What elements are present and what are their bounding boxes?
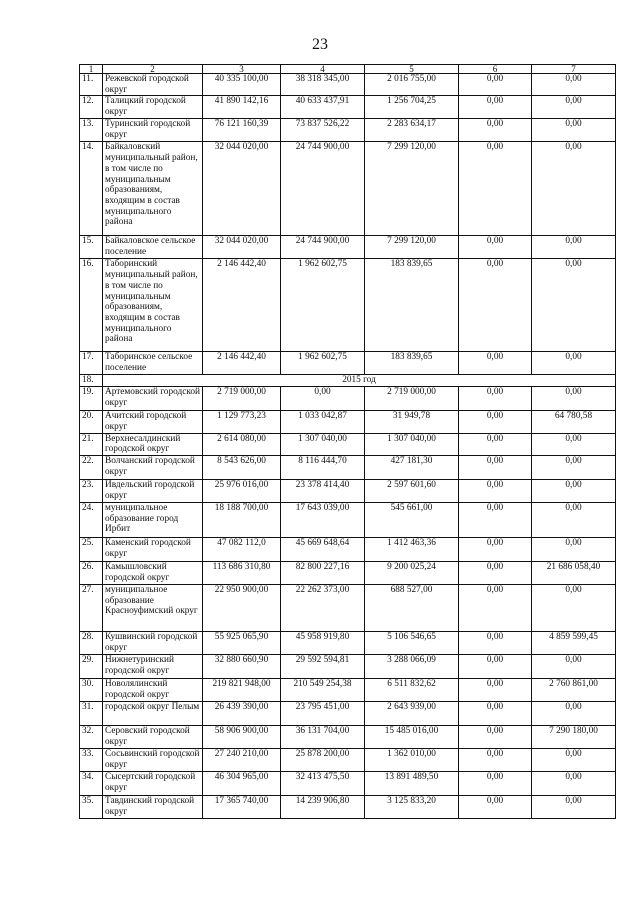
value-col-4: 210 549 254,38	[281, 678, 365, 701]
value-col-5: 2 016 755,00	[365, 74, 459, 96]
municipality-name: Байкаловское сельское поселение	[103, 236, 203, 259]
table-row	[80, 654, 616, 678]
value-col-4: 1 962 602,75	[281, 259, 365, 352]
municipality-name: муниципальное образование Красноуфимский округ	[103, 584, 203, 631]
value-col-7: 0,00	[532, 259, 616, 352]
value-col-5: 13 891 489,50	[365, 771, 459, 795]
column-header: 1	[80, 65, 103, 74]
table-row	[80, 455, 616, 479]
table-row	[80, 678, 616, 701]
value-col-5: 427 181,30	[365, 455, 459, 479]
row-number: 28.	[80, 631, 103, 654]
value-col-4: 40 633 437,91	[281, 96, 365, 119]
table-row	[80, 748, 616, 771]
municipality-name: Новолялинский городской округ	[103, 678, 203, 701]
table-row	[80, 433, 616, 455]
value-col-4: 1 307 040,00	[281, 433, 365, 455]
value-col-3: 32 044 020,00	[203, 142, 281, 236]
column-header: 4	[281, 65, 365, 74]
value-col-3: 2 146 442,40	[203, 352, 281, 375]
value-col-6: 0,00	[459, 411, 532, 433]
municipality-name: Режевской городской округ	[103, 74, 203, 96]
value-col-3: 17 365 740,00	[203, 795, 281, 818]
value-col-4: 14 239 906,80	[281, 795, 365, 818]
year-section-label: 2015 год	[103, 375, 616, 387]
row-number: 15.	[80, 236, 103, 259]
row-number: 22.	[80, 455, 103, 479]
value-col-6: 0,00	[459, 142, 532, 236]
value-col-6: 0,00	[459, 748, 532, 771]
municipality-name: Верхнесалдинский городской округ	[103, 433, 203, 455]
table-row	[80, 795, 616, 818]
value-col-6: 0,00	[459, 74, 532, 96]
value-col-3: 32 044 020,00	[203, 236, 281, 259]
municipality-name: Ачитский городской округ	[103, 411, 203, 433]
value-col-5: 2 719 000,00	[365, 387, 459, 411]
value-col-7: 0,00	[532, 479, 616, 502]
column-number-header-row	[80, 65, 616, 74]
year-section-row	[80, 375, 616, 387]
value-col-7: 0,00	[532, 771, 616, 795]
value-col-6: 0,00	[459, 631, 532, 654]
value-col-7: 0,00	[532, 701, 616, 725]
row-number: 13.	[80, 119, 103, 142]
row-number: 35.	[80, 795, 103, 818]
row-number: 34.	[80, 771, 103, 795]
value-col-3: 26 439 390,00	[203, 701, 281, 725]
table-row	[80, 502, 616, 537]
table-row	[80, 259, 616, 352]
value-col-5: 5 106 546,65	[365, 631, 459, 654]
value-col-6: 0,00	[459, 654, 532, 678]
value-col-5: 3 125 833,20	[365, 795, 459, 818]
value-col-3: 76 121 160,39	[203, 119, 281, 142]
value-col-3: 2 614 080,00	[203, 433, 281, 455]
row-number: 27.	[80, 584, 103, 631]
value-col-3: 58 906 900,00	[203, 725, 281, 748]
municipality-name: Серовский городской округ	[103, 725, 203, 748]
row-number: 11.	[80, 74, 103, 96]
column-header: 5	[365, 65, 459, 74]
value-col-4: 32 413 475,50	[281, 771, 365, 795]
column-header: 3	[203, 65, 281, 74]
row-number: 25.	[80, 537, 103, 561]
table-row	[80, 584, 616, 631]
value-col-3: 25 976 016,00	[203, 479, 281, 502]
municipality-name: Талицкий городской округ	[103, 96, 203, 119]
row-number: 32.	[80, 725, 103, 748]
value-col-5: 7 299 120,00	[365, 142, 459, 236]
value-col-7: 0,00	[532, 433, 616, 455]
value-col-7: 0,00	[532, 795, 616, 818]
row-number: 30.	[80, 678, 103, 701]
municipality-name: Волчанский городской округ	[103, 455, 203, 479]
table-row	[80, 96, 616, 119]
value-col-5: 6 511 832,62	[365, 678, 459, 701]
value-col-6: 0,00	[459, 537, 532, 561]
row-number: 17.	[80, 352, 103, 375]
value-col-7: 0,00	[532, 748, 616, 771]
table-row	[80, 119, 616, 142]
value-col-4: 45 958 919,80	[281, 631, 365, 654]
value-col-5: 1 362 010,00	[365, 748, 459, 771]
value-col-4: 24 744 900,00	[281, 142, 365, 236]
row-number: 20.	[80, 411, 103, 433]
value-col-3: 32 880 660,90	[203, 654, 281, 678]
value-col-5: 3 288 066,09	[365, 654, 459, 678]
value-col-3: 219 821 948,00	[203, 678, 281, 701]
municipality-name: Тавдинский городской округ	[103, 795, 203, 818]
value-col-4: 17 643 039,00	[281, 502, 365, 537]
table-row	[80, 236, 616, 259]
table-row	[80, 479, 616, 502]
municipality-name: Каменский городской округ	[103, 537, 203, 561]
value-col-5: 1 412 463,36	[365, 537, 459, 561]
value-col-4: 45 669 648,64	[281, 537, 365, 561]
value-col-7: 0,00	[532, 654, 616, 678]
value-col-7: 0,00	[532, 502, 616, 537]
municipality-name: Таборинский муниципальный район, в том числе по муниципальным образованиям, входящим в состав муниципального района	[103, 259, 203, 352]
value-col-5: 9 200 025,24	[365, 561, 459, 584]
municipality-name: Ивдельский городской округ	[103, 479, 203, 502]
table-row	[80, 387, 616, 411]
value-col-7: 21 686 058,40	[532, 561, 616, 584]
value-col-4: 23 378 414,40	[281, 479, 365, 502]
municipality-name: Нижнетуринский городской округ	[103, 654, 203, 678]
value-col-6: 0,00	[459, 795, 532, 818]
row-number: 16.	[80, 259, 103, 352]
value-col-4: 1 033 042,87	[281, 411, 365, 433]
value-col-4: 23 795 451,00	[281, 701, 365, 725]
value-col-4: 38 318 345,00	[281, 74, 365, 96]
value-col-6: 0,00	[459, 725, 532, 748]
row-number: 12.	[80, 96, 103, 119]
value-col-7: 0,00	[532, 236, 616, 259]
table-row	[80, 411, 616, 433]
value-col-4: 0,00	[281, 387, 365, 411]
value-col-7: 0,00	[532, 142, 616, 236]
value-col-4: 25 878 200,00	[281, 748, 365, 771]
value-col-7: 0,00	[532, 387, 616, 411]
value-col-6: 0,00	[459, 119, 532, 142]
table-row	[80, 631, 616, 654]
value-col-3: 41 890 142,16	[203, 96, 281, 119]
value-col-5: 1 307 040,00	[365, 433, 459, 455]
value-col-3: 1 129 773,23	[203, 411, 281, 433]
value-col-5: 1 256 704,25	[365, 96, 459, 119]
municipality-name: Сысертский городской округ	[103, 771, 203, 795]
value-col-6: 0,00	[459, 387, 532, 411]
value-col-6: 0,00	[459, 455, 532, 479]
table-row	[80, 561, 616, 584]
value-col-6: 0,00	[459, 352, 532, 375]
value-col-3: 46 304 965,00	[203, 771, 281, 795]
value-col-3: 47 082 112,0	[203, 537, 281, 561]
value-col-5: 2 643 939,00	[365, 701, 459, 725]
row-number: 31.	[80, 701, 103, 725]
value-col-6: 0,00	[459, 701, 532, 725]
row-number: 14.	[80, 142, 103, 236]
value-col-7: 4 859 599,45	[532, 631, 616, 654]
row-number: 18.	[80, 375, 103, 387]
table-row	[80, 701, 616, 725]
value-col-4: 22 262 373,00	[281, 584, 365, 631]
table-row	[80, 771, 616, 795]
value-col-4: 29 592 594,81	[281, 654, 365, 678]
value-col-5: 2 283 634,17	[365, 119, 459, 142]
value-col-3: 2 719 000,00	[203, 387, 281, 411]
value-col-6: 0,00	[459, 479, 532, 502]
municipality-name: Камышловский городской округ	[103, 561, 203, 584]
value-col-6: 0,00	[459, 96, 532, 119]
budget-table	[79, 64, 616, 819]
value-col-5: 183 839,65	[365, 259, 459, 352]
value-col-6: 0,00	[459, 502, 532, 537]
value-col-4: 82 800 227,16	[281, 561, 365, 584]
municipality-name: городской округ Пелым	[103, 701, 203, 725]
value-col-3: 8 543 626,00	[203, 455, 281, 479]
value-col-4: 73 837 526,22	[281, 119, 365, 142]
table-row	[80, 352, 616, 375]
value-col-5: 31 949,78	[365, 411, 459, 433]
municipality-name: Кушвинский городской округ	[103, 631, 203, 654]
municipality-name: Туринский городской округ	[103, 119, 203, 142]
value-col-7: 0,00	[532, 537, 616, 561]
municipality-name: Сосьвинский городской округ	[103, 748, 203, 771]
value-col-5: 2 597 601,60	[365, 479, 459, 502]
page-number: 23	[312, 36, 328, 53]
value-col-3: 55 925 065,90	[203, 631, 281, 654]
value-col-6: 0,00	[459, 678, 532, 701]
row-number: 29.	[80, 654, 103, 678]
value-col-3: 2 146 442,40	[203, 259, 281, 352]
value-col-5: 688 527,00	[365, 584, 459, 631]
value-col-7: 0,00	[532, 352, 616, 375]
value-col-7: 2 760 861,00	[532, 678, 616, 701]
municipality-name: Артемовский городской округ	[103, 387, 203, 411]
value-col-6: 0,00	[459, 236, 532, 259]
municipality-name: Таборинское сельское поселение	[103, 352, 203, 375]
value-col-3: 113 686 310,80	[203, 561, 281, 584]
value-col-7: 7 290 180,00	[532, 725, 616, 748]
municipality-name: муниципальное образование город Ирбит	[103, 502, 203, 537]
table-row	[80, 142, 616, 236]
row-number: 33.	[80, 748, 103, 771]
column-header: 2	[103, 65, 203, 74]
table-row	[80, 725, 616, 748]
value-col-7: 0,00	[532, 74, 616, 96]
value-col-5: 7 299 120,00	[365, 236, 459, 259]
value-col-7: 0,00	[532, 584, 616, 631]
row-number: 26.	[80, 561, 103, 584]
value-col-4: 1 962 602,75	[281, 352, 365, 375]
table-row	[80, 537, 616, 561]
column-header: 7	[532, 65, 616, 74]
value-col-3: 18 188 700,00	[203, 502, 281, 537]
row-number: 19.	[80, 387, 103, 411]
row-number: 21.	[80, 433, 103, 455]
value-col-4: 24 744 900,00	[281, 236, 365, 259]
value-col-6: 0,00	[459, 433, 532, 455]
value-col-5: 15 485 016,00	[365, 725, 459, 748]
row-number: 24.	[80, 502, 103, 537]
value-col-7: 0,00	[532, 119, 616, 142]
value-col-6: 0,00	[459, 584, 532, 631]
row-number: 23.	[80, 479, 103, 502]
value-col-6: 0,00	[459, 561, 532, 584]
value-col-5: 183 839,65	[365, 352, 459, 375]
value-col-4: 8 116 444,70	[281, 455, 365, 479]
value-col-3: 40 335 100,00	[203, 74, 281, 96]
value-col-3: 22 950 900,00	[203, 584, 281, 631]
value-col-6: 0,00	[459, 771, 532, 795]
table-row	[80, 74, 616, 96]
municipality-name: Байкаловский муниципальный район, в том числе по муниципальным образованиям, входящим в состав муниципального района	[103, 142, 203, 236]
value-col-7: 0,00	[532, 96, 616, 119]
value-col-7: 0,00	[532, 455, 616, 479]
column-header: 6	[459, 65, 532, 74]
value-col-5: 545 661,00	[365, 502, 459, 537]
value-col-3: 27 240 210,00	[203, 748, 281, 771]
value-col-7: 64 780,58	[532, 411, 616, 433]
value-col-6: 0,00	[459, 259, 532, 352]
value-col-4: 36 131 704,00	[281, 725, 365, 748]
